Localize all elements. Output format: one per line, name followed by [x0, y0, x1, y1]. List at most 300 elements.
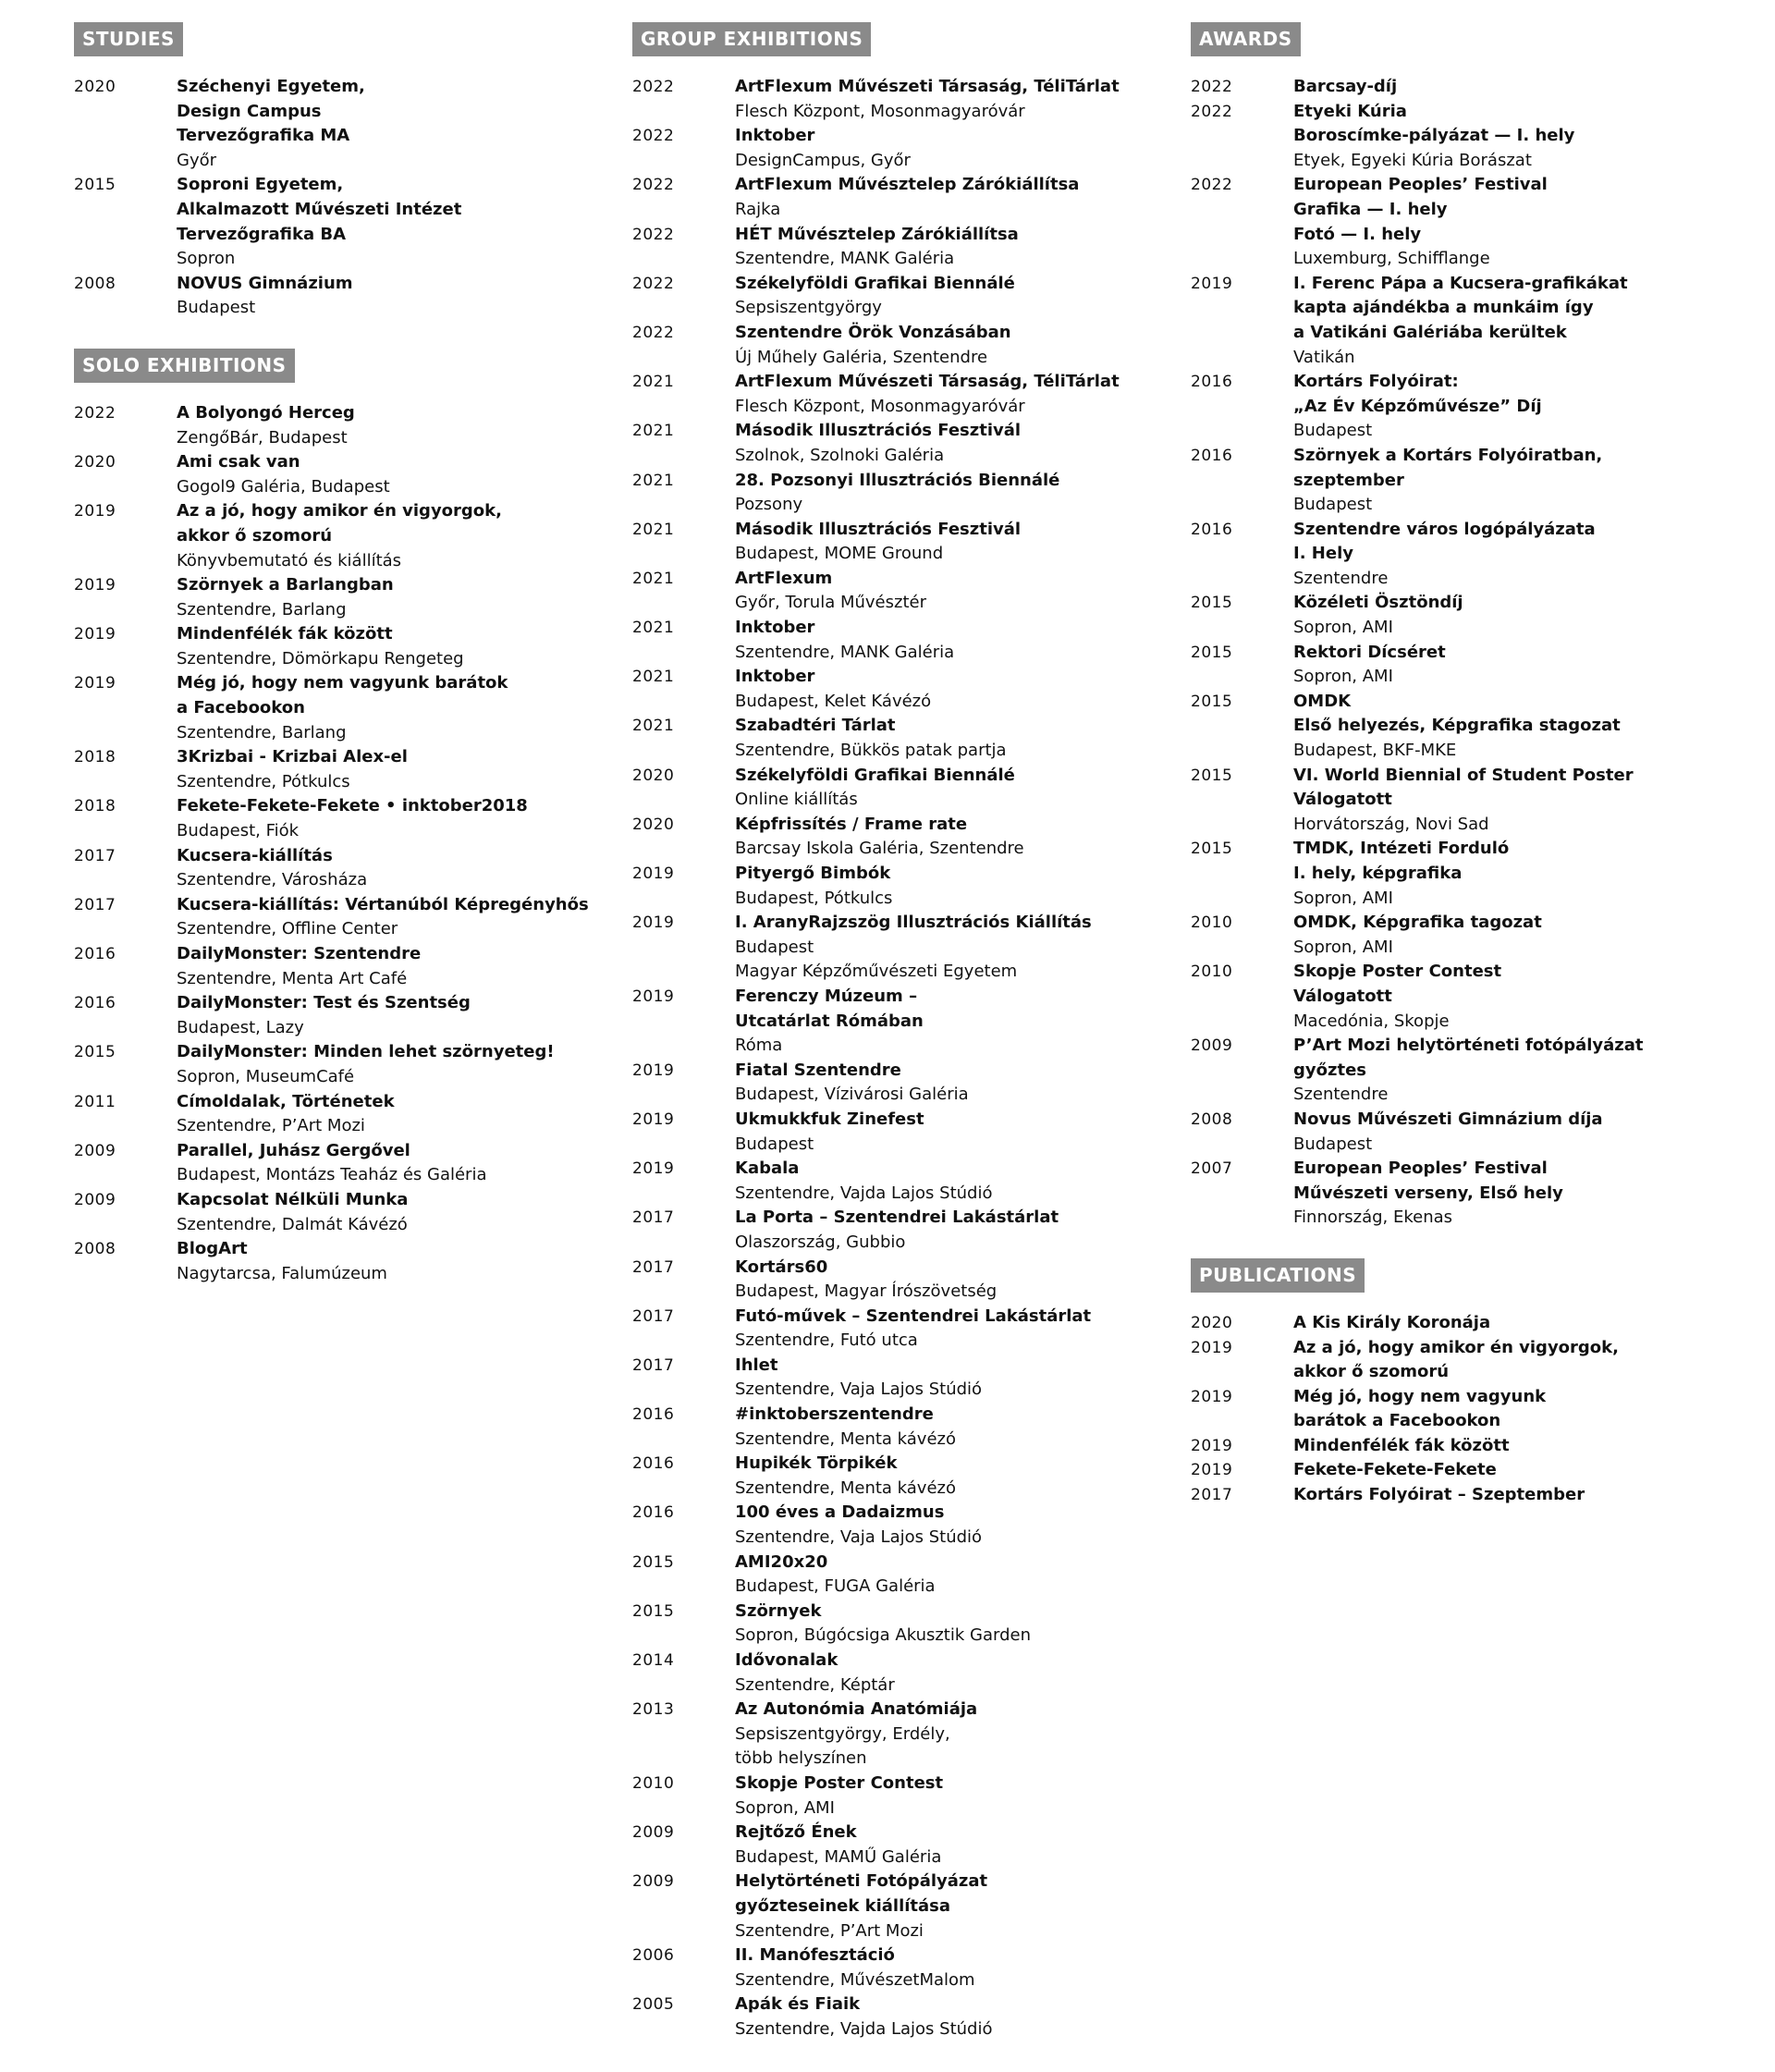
entry-details	[177, 401, 592, 450]
entry-details	[1293, 370, 1745, 444]
entry-details	[735, 1403, 1178, 1452]
entry-title: Széchenyi Egyetem,	[177, 77, 365, 96]
entry-year: 2017	[632, 1306, 675, 1326]
entry-location: Luxemburg, Schifflange	[1293, 249, 1490, 269]
entry-year: 2019	[632, 987, 675, 1006]
solo-exhibitions-entry	[74, 622, 592, 671]
entry-title: Inktober	[735, 618, 815, 638]
entry-year: 2022	[1191, 176, 1233, 195]
entry-title: 28. Pozsonyi Illusztrációs Biennálé	[735, 470, 1060, 490]
solo-exhibitions-entry	[74, 1090, 592, 1139]
entry-details	[177, 75, 592, 173]
entry-year: 2017	[632, 1355, 675, 1375]
entry-details	[1293, 960, 1745, 1034]
entry-details	[1293, 1157, 1745, 1231]
entry-location: Budapest	[735, 1134, 814, 1154]
group-exhibitions-entry	[632, 75, 1178, 124]
entry-year: 2016	[1191, 520, 1233, 539]
entry-location: Macedónia, Skopje	[1293, 1011, 1450, 1031]
entry-year: 2022	[1191, 78, 1233, 96]
entry-year: 2011	[74, 1092, 116, 1111]
group-exhibitions-entry	[632, 223, 1178, 272]
publications-entry	[1191, 1458, 1745, 1483]
awards-heading: AWARDS	[1191, 22, 1301, 56]
entry-title: HÉT Művésztelep Zárókiállítsa	[735, 224, 1019, 244]
entry-location: Budapest	[735, 937, 814, 957]
entry-details	[1293, 911, 1745, 960]
entry-details	[735, 124, 1178, 173]
group-exhibitions-entry	[632, 1256, 1178, 1305]
entry-year: 2021	[632, 717, 675, 736]
entry-location: Szentendre, P’Art Mozi	[735, 1920, 924, 1941]
entry-year: 2020	[74, 78, 116, 96]
entry-details	[177, 573, 592, 622]
group-exhibitions-entry	[632, 1551, 1178, 1600]
entry-title: Fekete-Fekete-Fekete	[1293, 1460, 1497, 1480]
entry-location: Budapest	[1293, 421, 1373, 441]
entry-location: Sopron, AMI	[1293, 888, 1393, 908]
group-exhibitions-entry	[632, 1108, 1178, 1157]
entry-details	[735, 469, 1178, 518]
group-exhibitions-entry	[632, 813, 1178, 862]
entry-details	[177, 1090, 592, 1139]
entry-title: ArtFlexum	[735, 568, 833, 588]
entry-title: Szörnyek a Barlangban	[177, 575, 394, 595]
entry-year: 2019	[632, 1159, 675, 1179]
entry-year: 2009	[632, 1872, 675, 1892]
solo-exhibitions-entry	[74, 991, 592, 1040]
group-exhibitions-entry	[632, 1305, 1178, 1354]
entry-location: Budapest, Pótkulcs	[735, 888, 893, 908]
entry-title: I. AranyRajzszög Illusztrációs Kiállítás	[735, 913, 1092, 933]
entry-title: Inktober	[735, 126, 815, 146]
group-exhibitions-section	[632, 22, 1178, 2042]
entry-location: Budapest, Kelet Kávézó	[735, 691, 932, 711]
entry-year: 2015	[1191, 643, 1233, 662]
entry-details	[735, 1649, 1178, 1698]
group-exhibitions-entry	[632, 1992, 1178, 2041]
entry-details	[1293, 690, 1745, 764]
awards-entry	[1191, 173, 1745, 271]
entry-details	[1293, 641, 1745, 690]
entry-year: 2009	[74, 1190, 116, 1209]
entry-details	[177, 173, 592, 271]
entry-year: 2009	[74, 1141, 116, 1160]
entry-title: Skopje Poster Contest	[735, 1772, 944, 1793]
entry-year: 2017	[632, 1257, 675, 1277]
middle-column	[632, 22, 1178, 2042]
entry-details	[735, 1108, 1178, 1157]
entry-location: Sepsiszentgyörgy, Erdély,	[735, 1723, 950, 1744]
awards-entry	[1191, 1157, 1745, 1231]
entry-title: Fotó — I. hely	[1293, 224, 1422, 244]
entry-title: Ihlet	[735, 1355, 778, 1375]
group-exhibitions-entry	[632, 419, 1178, 468]
entry-location: Szentendre, Barlang	[177, 722, 347, 742]
solo-exhibitions-entry	[74, 573, 592, 622]
entry-title: kapta ajándékba a munkáim így	[1293, 298, 1594, 318]
solo-exhibitions-entry	[74, 499, 592, 573]
entry-year: 2019	[632, 1110, 675, 1129]
solo-exhibitions-entry	[74, 942, 592, 991]
entry-year: 2010	[632, 1773, 675, 1793]
entry-year: 2019	[632, 1061, 675, 1080]
entry-title: Székelyföldi Grafikai Biennálé	[735, 765, 1015, 785]
entry-location: Budapest, Vízivárosi Galéria	[735, 1085, 969, 1105]
entry-details	[177, 794, 592, 843]
group-exhibitions-entry	[632, 1943, 1178, 1992]
entry-location: Szentendre, Vajda Lajos Stúdió	[735, 1183, 993, 1203]
entry-year: 2018	[74, 797, 116, 816]
entry-details	[735, 1698, 1178, 1772]
entry-location: DesignCampus, Győr	[735, 150, 911, 170]
entry-location: Szentendre, Offline Center	[177, 919, 398, 939]
entry-title: OMDK, Képgrafika tagozat	[1293, 913, 1542, 933]
entry-details	[735, 1059, 1178, 1108]
entry-title: „Az Év Képzőművésze” Díj	[1293, 396, 1542, 416]
entry-title: Kortárs60	[735, 1257, 828, 1277]
entry-title: NOVUS Gimnázium	[177, 273, 353, 293]
publications-heading: PUBLICATIONS	[1191, 1258, 1365, 1293]
entry-year: 2005	[632, 1995, 675, 2015]
solo-exhibitions-entry	[74, 794, 592, 843]
entry-details	[735, 223, 1178, 272]
entry-details	[1293, 1108, 1745, 1157]
entry-details	[735, 1206, 1178, 1255]
entry-details	[177, 844, 592, 893]
entry-title: Idővonalak	[735, 1650, 839, 1670]
awards-entry	[1191, 960, 1745, 1034]
entry-details	[735, 985, 1178, 1059]
entry-location: Sopron, Búgócsiga Akusztik Garden	[735, 1625, 1031, 1646]
entry-year: 2016	[632, 1405, 675, 1425]
group-exhibitions-entry	[632, 124, 1178, 173]
entry-location: Pozsony	[735, 495, 803, 515]
entry-year: 2008	[74, 1240, 116, 1259]
entry-details	[177, 671, 592, 745]
entry-title: Parallel, Juhász Gergővel	[177, 1140, 410, 1160]
entry-title: Az Autonómia Anatómiája	[735, 1699, 978, 1720]
entry-year: 2019	[1191, 274, 1233, 293]
entry-title: akkor ő szomorú	[1293, 1362, 1450, 1382]
entry-title: Soproni Egyetem,	[177, 175, 344, 195]
entry-details	[735, 1992, 1178, 2041]
entry-location: Szentendre, Dömörkapu Rengeteg	[177, 648, 464, 668]
entry-details	[735, 1305, 1178, 1354]
entry-year: 2020	[1191, 1313, 1233, 1332]
publications-entry	[1191, 1483, 1745, 1508]
solo-exhibitions-entry	[74, 671, 592, 745]
group-exhibitions-entry	[632, 518, 1178, 567]
entry-year: 2008	[1191, 1110, 1233, 1129]
entry-details	[1293, 591, 1745, 640]
entry-year: 2014	[632, 1651, 675, 1670]
entry-details	[735, 1943, 1178, 1992]
entry-year: 2019	[632, 864, 675, 883]
entry-details	[177, 745, 592, 794]
entry-location: Nagytarcsa, Falumúzeum	[177, 1263, 387, 1283]
entry-location: Könyvbemutató és kiállítás	[177, 550, 402, 570]
group-exhibitions-entry	[632, 911, 1178, 985]
entry-title: Művészeti verseny, Első hely	[1293, 1183, 1563, 1203]
entry-title: Hupikék Törpikék	[735, 1453, 898, 1474]
entry-details	[735, 173, 1178, 222]
entry-location: Budapest	[1293, 1134, 1373, 1154]
entry-year: 2013	[632, 1700, 675, 1720]
group-exhibitions-entry	[632, 321, 1178, 370]
entry-location: Sopron, AMI	[735, 1797, 835, 1818]
entry-details	[735, 321, 1178, 370]
entry-title: #inktoberszentendre	[735, 1404, 934, 1425]
studies-entry	[74, 75, 592, 173]
entry-details	[735, 1600, 1178, 1649]
group-exhibitions-entry	[632, 764, 1178, 813]
group-exhibitions-entry	[632, 272, 1178, 321]
studies-entry	[74, 272, 592, 321]
entry-details	[735, 518, 1178, 567]
solo-exhibitions-entry	[74, 450, 592, 499]
entry-details	[735, 1501, 1178, 1550]
entry-year: 2009	[1191, 1036, 1233, 1056]
entry-title: Kapcsolat Nélküli Munka	[177, 1189, 409, 1209]
entry-details	[735, 272, 1178, 321]
entry-details	[177, 1040, 592, 1089]
entry-location: Szentendre, Futó utca	[735, 1330, 918, 1351]
entry-location: Szentendre, Városháza	[177, 870, 368, 890]
entry-details	[735, 714, 1178, 763]
entry-title: A Bolyongó Herceg	[177, 402, 355, 423]
entry-details	[735, 1256, 1178, 1305]
entry-title: 100 éves a Dadaizmus	[735, 1502, 945, 1523]
entry-details	[177, 942, 592, 991]
entry-location: Szentendre, Dalmát Kávézó	[177, 1214, 408, 1234]
entry-year: 2006	[632, 1946, 675, 1966]
entry-details	[735, 1157, 1178, 1206]
entry-location: Szentendre, MANK Galéria	[735, 249, 955, 269]
entry-location: Etyek, Egyeki Kúria Borászat	[1293, 150, 1532, 170]
entry-location: Sopron	[177, 249, 236, 269]
entry-location: Szentendre, Vaja Lajos Stúdió	[735, 1379, 983, 1400]
entry-year: 2017	[632, 1208, 675, 1228]
entry-title: Közéleti Ösztöndíj	[1293, 593, 1463, 613]
entry-location: Flesch Központ, Mosonmagyaróvár	[735, 101, 1025, 121]
entry-title: DailyMonster: Szentendre	[177, 944, 422, 963]
awards-entry	[1191, 591, 1745, 640]
entry-year: 2021	[632, 471, 675, 490]
entry-location: Szentendre, Vajda Lajos Stúdió	[735, 2018, 993, 2039]
entry-title: I. Ferenc Pápa a Kucsera-grafikákat	[1293, 273, 1628, 293]
entry-year: 2021	[632, 422, 675, 441]
entry-location: Szentendre, Bükkös patak partja	[735, 741, 1007, 761]
studies-entry	[74, 173, 592, 271]
entry-details	[735, 1821, 1178, 1870]
solo-exhibitions-entry	[74, 1139, 592, 1188]
entry-location: Szentendre	[1293, 568, 1389, 588]
entry-title: Kortárs Folyóirat – Szeptember	[1293, 1485, 1585, 1505]
entry-title: Ukmukkfuk Zinefest	[735, 1109, 924, 1129]
entry-details	[735, 911, 1178, 985]
awards-entry	[1191, 518, 1745, 592]
entry-year: 2021	[632, 668, 675, 687]
entry-title: AMI20x20	[735, 1551, 828, 1572]
group-exhibitions-entry	[632, 1354, 1178, 1403]
entry-title: Rejtőző Ének	[735, 1822, 857, 1843]
awards-entry	[1191, 641, 1745, 690]
entry-details	[735, 419, 1178, 468]
solo-exhibitions-entry	[74, 401, 592, 450]
entry-year: 2015	[1191, 840, 1233, 859]
group-exhibitions-entry	[632, 1403, 1178, 1452]
entry-details	[177, 991, 592, 1040]
entry-title: győzteseinek kiállítása	[735, 1895, 951, 1916]
entry-location: Olaszország, Gubbio	[735, 1232, 906, 1252]
entry-year: 2016	[632, 1454, 675, 1474]
entry-year: 2010	[1191, 913, 1233, 933]
entry-year: 2015	[1191, 594, 1233, 613]
entry-title: European Peoples’ Festival	[1293, 175, 1548, 195]
entry-year: 2015	[74, 1043, 116, 1062]
group-exhibitions-entry	[632, 1870, 1178, 1943]
entry-year: 2019	[632, 913, 675, 933]
entry-location: Szentendre, P’Art Mozi	[177, 1116, 365, 1136]
entry-title: Szabadtéri Tárlat	[735, 716, 896, 736]
entry-title: ArtFlexum Művészeti Társaság, TéliTárlat	[735, 77, 1120, 96]
entry-location: Budapest, Montázs Teaház és Galéria	[177, 1165, 487, 1185]
entry-year: 2022	[632, 225, 675, 244]
entry-year: 2021	[632, 619, 675, 638]
awards-entry	[1191, 690, 1745, 764]
entry-location: Szentendre	[1293, 1085, 1389, 1105]
entry-location: Budapest, BKF-MKE	[1293, 741, 1457, 761]
entry-title: Kucsera-kiállítás	[177, 845, 333, 865]
publications-entry	[1191, 1336, 1745, 1385]
entry-location: Új Műhely Galéria, Szentendre	[735, 347, 988, 367]
entry-title: I. Hely	[1293, 544, 1353, 564]
entry-details	[177, 893, 592, 942]
entry-location: Vatikán	[1293, 347, 1355, 367]
entry-year: 2016	[74, 994, 116, 1013]
entry-details	[1293, 272, 1745, 370]
entry-location: Szentendre, Menta kávézó	[735, 1428, 956, 1449]
entry-details	[177, 1139, 592, 1188]
entry-title: a Vatikáni Galériába kerültek	[1293, 322, 1567, 342]
entry-details	[735, 567, 1178, 616]
solo-exhibitions-entry	[74, 1237, 592, 1286]
entry-title: Mindenfélék fák között	[1293, 1435, 1510, 1455]
entry-location: Budapest	[177, 298, 256, 318]
entry-details	[177, 622, 592, 671]
solo-exhibitions-entry	[74, 1040, 592, 1089]
entry-details	[177, 499, 592, 573]
entry-title: Válogatott	[1293, 790, 1392, 810]
entry-title: Válogatott	[1293, 986, 1392, 1006]
entry-title: akkor ő szomorú	[177, 525, 333, 546]
entry-location: Szentendre, Barlang	[177, 599, 347, 619]
entry-details	[735, 75, 1178, 124]
group-exhibitions-entry	[632, 862, 1178, 911]
entry-title: a Facebookon	[177, 698, 305, 718]
entry-details	[1293, 1311, 1745, 1336]
entry-year: 2019	[74, 625, 116, 644]
entry-title: Skopje Poster Contest	[1293, 962, 1502, 982]
entry-details	[1293, 75, 1745, 100]
entry-location: Budapest, FUGA Galéria	[735, 1576, 936, 1597]
entry-title: Grafika — I. hely	[1293, 199, 1448, 219]
entry-details	[1293, 837, 1745, 911]
entry-year: 2022	[632, 78, 675, 96]
entry-location: Szentendre, Menta Art Café	[177, 968, 408, 988]
entry-details	[1293, 1336, 1745, 1385]
entry-details	[1293, 100, 1745, 174]
entry-year: 2022	[74, 403, 116, 423]
entry-title: European Peoples’ Festival	[1293, 1159, 1548, 1179]
entry-year: 2022	[632, 127, 675, 146]
entry-title: szeptember	[1293, 470, 1404, 490]
entry-location: Szolnok, Szolnoki Galéria	[735, 445, 945, 465]
group-exhibitions-entry	[632, 1452, 1178, 1501]
entry-title: Inktober	[735, 667, 815, 687]
entry-details	[1293, 444, 1745, 518]
solo-exhibitions-heading: SOLO EXHIBITIONS	[74, 349, 295, 383]
entry-title: Kabala	[735, 1159, 800, 1179]
entry-title: Fekete-Fekete-Fekete • inktober2018	[177, 796, 528, 816]
entry-year: 2009	[632, 1823, 675, 1843]
entry-details	[735, 1354, 1178, 1403]
entry-title: OMDK	[1293, 691, 1352, 711]
entry-year: 2007	[1191, 1159, 1233, 1179]
publications-entry	[1191, 1311, 1745, 1336]
entry-title: ArtFlexum Művészeti Társaság, TéliTárlat	[735, 372, 1120, 392]
entry-title: Helytörténeti Fotópályázat	[735, 1871, 988, 1892]
entry-location: Budapest, MOME Ground	[735, 544, 944, 564]
entry-details	[177, 1188, 592, 1237]
entry-location: Online kiállítás	[735, 790, 858, 810]
entry-details	[1293, 1385, 1745, 1434]
entry-location: Budapest, Magyar Írószövetség	[735, 1281, 998, 1302]
entry-details	[177, 272, 592, 321]
entry-year: 2017	[74, 846, 116, 865]
solo-exhibitions-entry	[74, 1188, 592, 1237]
entry-location: Horvátország, Novi Sad	[1293, 814, 1489, 834]
entry-title: Ami csak van	[177, 452, 300, 472]
entry-year: 2022	[632, 323, 675, 342]
entry-title: Még jó, hogy nem vagyunk barátok	[177, 673, 508, 693]
entry-year: 2015	[632, 1552, 675, 1572]
group-exhibitions-heading: GROUP EXHIBITIONS	[632, 22, 871, 56]
entry-location: Flesch Központ, Mosonmagyaróvár	[735, 396, 1025, 416]
entry-title: Az a jó, hogy amikor én vigyorgok,	[177, 501, 502, 521]
entry-location: Szentendre, Menta kávézó	[735, 1477, 956, 1498]
entry-title: Fiatal Szentendre	[735, 1060, 901, 1080]
entry-title: Rektori Dícséret	[1293, 642, 1446, 662]
entry-year: 2022	[1191, 102, 1233, 121]
entry-year: 2010	[1191, 962, 1233, 982]
entry-year: 2018	[74, 748, 116, 767]
awards-entry	[1191, 272, 1745, 370]
entry-year: 2015	[1191, 692, 1233, 711]
group-exhibitions-entry	[632, 469, 1178, 518]
publications-entry	[1191, 1385, 1745, 1434]
entry-title: Boroscímke-pályázat — I. hely	[1293, 126, 1575, 146]
entry-title: Design Campus	[177, 101, 322, 121]
entry-year: 2008	[74, 274, 116, 293]
entry-year: 2019	[74, 674, 116, 693]
entry-location: Budapest	[1293, 495, 1373, 515]
entry-location: Szentendre, MANK Galéria	[735, 642, 955, 662]
entry-location: Rajka	[735, 199, 781, 219]
group-exhibitions-entry	[632, 1501, 1178, 1550]
entry-location: Finnország, Ekenas	[1293, 1208, 1453, 1228]
